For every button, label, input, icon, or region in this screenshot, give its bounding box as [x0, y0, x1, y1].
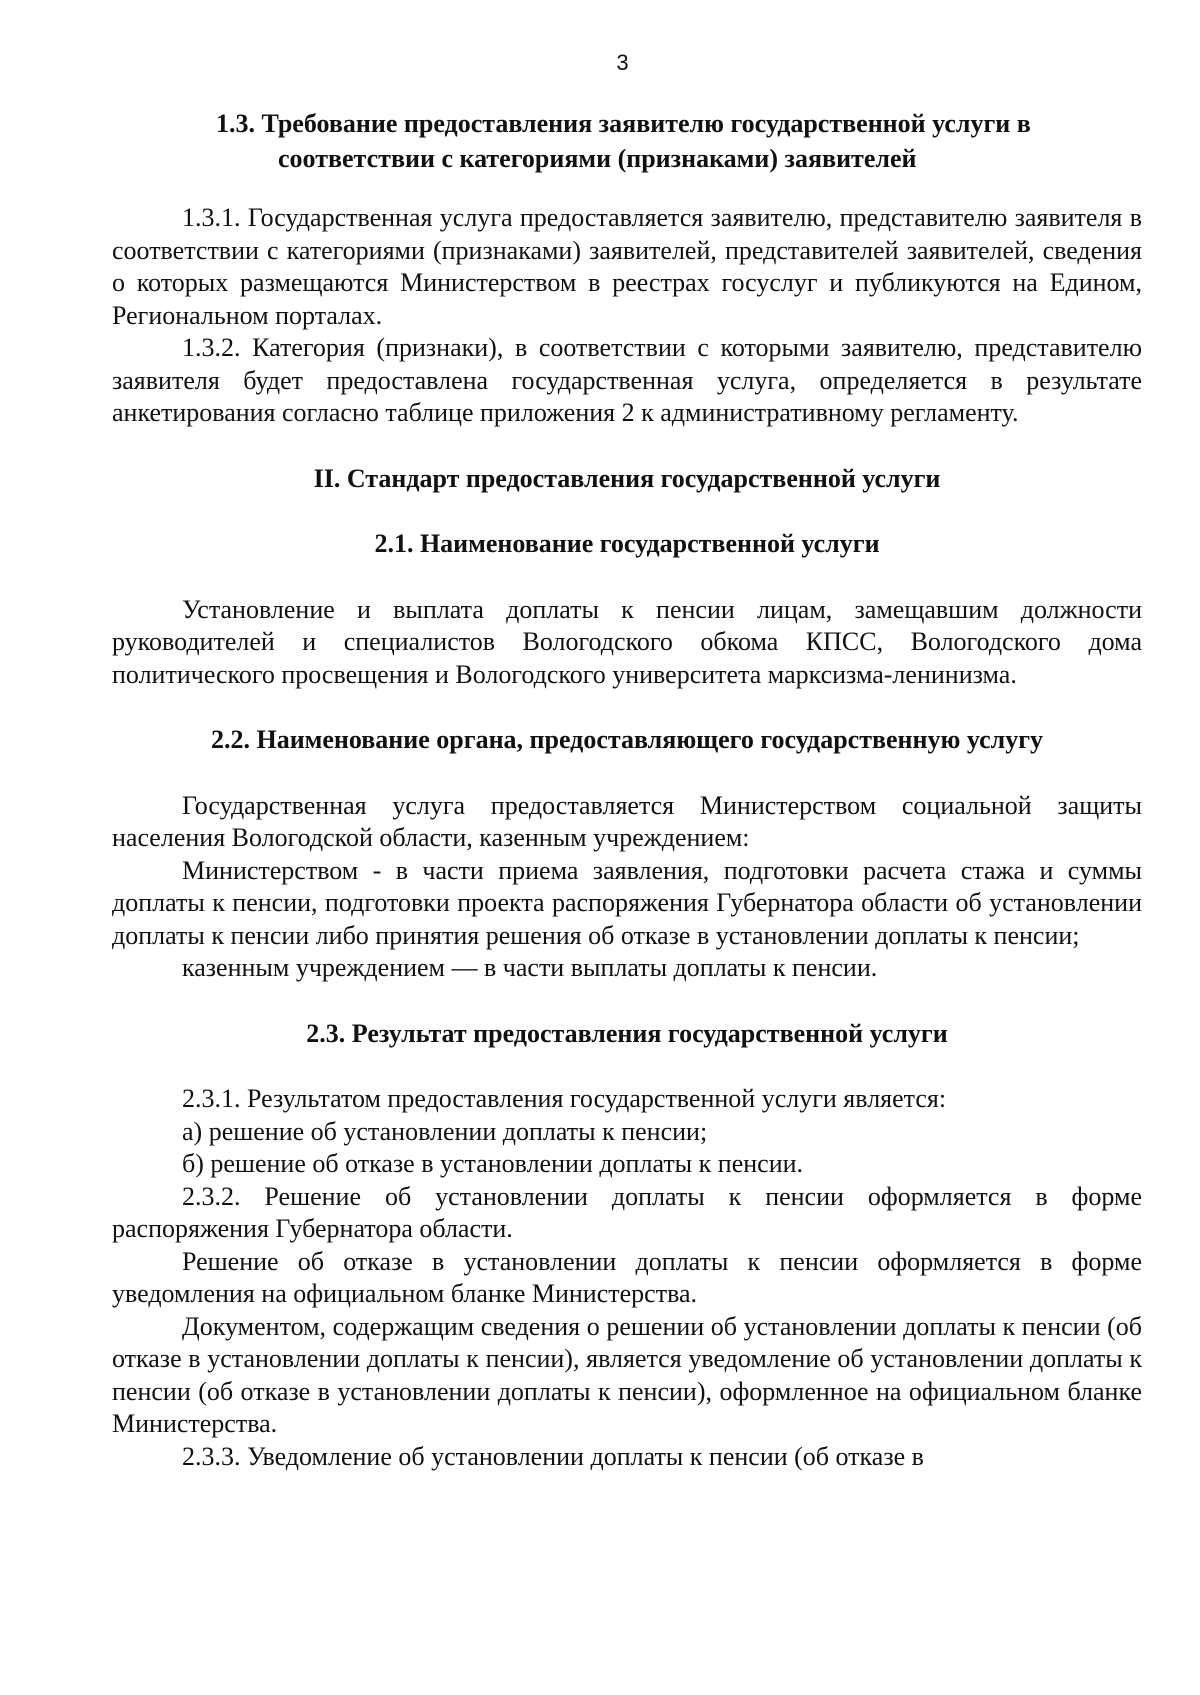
paragraph-2-2-3: казенным учреждением — в части выплаты доплаты к пенсии. [182, 953, 878, 982]
paragraph-2-3-2-document: Документом, содержащим сведения о решении об установлении доплаты к пенсии (об отказе в установлении доплаты к пенсии), является уведомление об установлении доплаты к пенсии (об отказе в установлении доплаты к пенсии), оформленное на официальном бланке Министерства. [112, 1311, 1142, 1438]
paragraph-2-3-1: 2.3.1. Результатом предоставления государственной услуги является: [182, 1084, 947, 1113]
paragraph-1-3-2: 1.3.2. Категория (признаки), в соответствии с которыми заявителю, представителю заявителя будет предоставлена государственная услуга, определяется в результате анкетирования согласно таблице приложения 2 к административному регламенту. [112, 333, 1142, 427]
section-1-3-heading-line2: соответствии с категориями (признаками) заявителей [278, 144, 917, 173]
document-body [112, 106, 1142, 1473]
paragraph-2-1: Установление и выплата доплаты к пенсии лицам, замещавшим должности руководителей и специалистов Вологодского обкома КПСС, Вологодского дома политического просвещения и Вологодского университета марксизма-ленинизма. [112, 594, 1142, 689]
section-2-2-heading: 2.2. Наименование органа, предоставляющего государственную услугу [210, 725, 1044, 754]
paragraph-2-3-3: 2.3.3. Уведомление об установлении доплаты к пенсии (об отказе в [182, 1441, 924, 1471]
paragraph-2-2-2: Министерством - в части приема заявления, подготовки расчета стажа и суммы доплаты к пенсии, подготовки проекта распоряжения Губернатора области об установлении доплаты к пенсии либо принятия решения об отказе в установлении доплаты к пенсии; [112, 855, 1142, 950]
section-II-heading: II. Стандарт предоставления государственной услуги [313, 463, 941, 493]
page-number: 3 [616, 50, 629, 75]
section-2-1-heading: 2.1. Наименование государственной услуги [374, 529, 880, 558]
section-1-3-heading [112, 106, 1142, 176]
section-2-3-heading: 2.3. Результат предоставления государственной услуги [306, 1018, 948, 1048]
paragraph-2-3-2-refusal: Решение об отказе в установлении доплаты к пенсии оформляется в форме уведомления на официальном бланке Министерства. [112, 1246, 1142, 1308]
section-1-3-heading-line1: 1.3. Требование предоставления заявителю государственной услуги в [216, 109, 1031, 138]
paragraph-2-2-1: Государственная услуга предоставляется Министерством социальной защиты населения Вологодской области, казенным учреждением: [112, 790, 1142, 852]
paragraph-2-3-2: 2.3.2. Решение об установлении доплаты к пенсии оформляется в форме распоряжения Губернатора области. [112, 1181, 1142, 1243]
paragraph-1-3-1: 1.3.1. Государственная услуга предоставляется заявителю, представителю заявителя в соответствии с категориями (признаками) заявителей, представителей заявителей, сведения о которых размещаются Министерством в реестрах госуслуг и публикуются на Едином, Региональном порталах. [112, 203, 1142, 330]
paragraph-2-3-1-b: б) решение об отказе в установлении доплаты к пенсии. [182, 1149, 804, 1178]
paragraph-2-3-1-a: а) решение об установлении доплаты к пенсии; [182, 1116, 708, 1146]
